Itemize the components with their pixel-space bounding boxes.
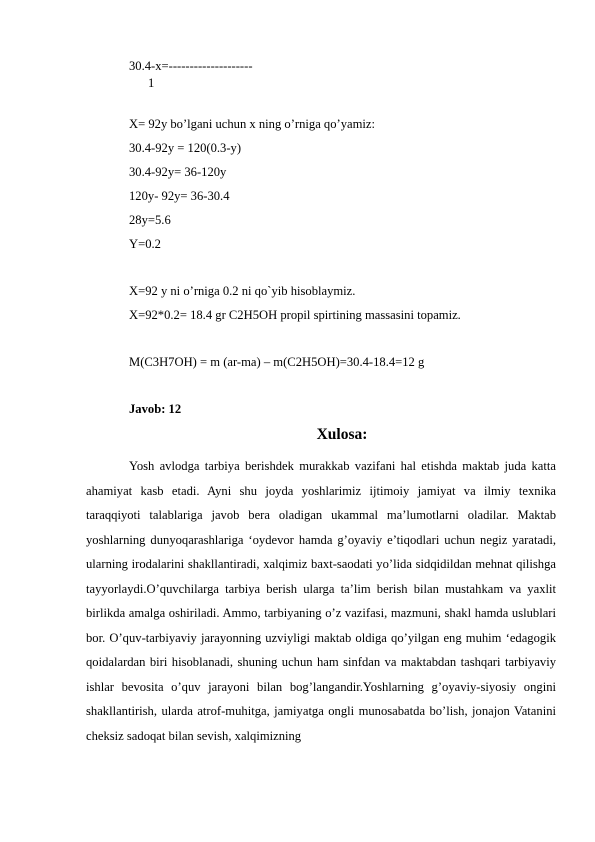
calc-line: M(C3H7OH) = m (ar-ma) – m(C2H5OH)=30.4-18.4=12 g [129, 355, 425, 369]
calc-line: X=92*0.2= 18.4 gr C2H5OH propil spirtining massasini topamiz. [129, 308, 461, 322]
calc-line: 30.4-92y= 36-120y [129, 165, 227, 179]
calc-line: 30.4-92y = 120(0.3-y) [129, 141, 242, 155]
conclusion-heading: Xulosa: [316, 426, 368, 443]
calc-line: X=92 y ni o’rniga 0.2 ni qo`yib hisoblaymiz. [129, 284, 356, 298]
fraction-denominator: 1 [148, 76, 155, 90]
calc-line: 120y- 92y= 36-30.4 [129, 189, 230, 203]
calc-line: 28y=5.6 [129, 213, 171, 227]
fraction-numerator: 30.4-x=-------------------- [129, 59, 253, 73]
answer-line: Javob: 12 [129, 402, 182, 416]
calc-line: X= 92y bo’lgani uchun x ning o’rniga qo’yamiz: [129, 117, 375, 131]
conclusion-paragraph: Yosh avlodga tarbiya berishdek murakkab vazifani hal etishda maktab juda katta ahamiyat kasb etadi. Ayni shu joyda yoshlarimiz ijtimoiy jamiyat va ilmiy texnika taraqqiyoti talablariga javob bera oladigan ukammal ma’lumotlarni oladilar. Maktab yoshlarning dunyoqarashlariga ‘oydevor hamda g’oyaviy e’tiqodlari uchun negiz yaratadi, ularning irodalarini shakllantiradi, xalqimiz baxt-saodati yo’lida sidqidildan mehnat qilishga tayyorlaydi.O’quvchilarga tarbiya berish ularga ta’lim berish bilan mustahkam va yaxlit birlikda amalga oshiriladi. Ammo, tarbiyaning o’z vazifasi, mazmuni, shakl hamda uslublari bor. O’quv-tarbiyaviy jarayonning uzviyligi maktab oldiga qo’yilgan eng muhim ‘edagogik qoidalardan biri hisoblanadi, shuning uchun ham sinfdan va maktabdan tashqari tarbiyaviy ishlar bevosita o’quv jarayoni bilan bog’langandir.Yoshlarning g’oyaviy-siyosiy ongini shakllantirish, ularda atrof-muhitga, jamiyatga ongli munosabatda bo’lish, jonajon Vatanini cheksiz sadoqat bilan sevish, xalqimizning [86, 459, 556, 743]
calc-line: Y=0.2 [129, 237, 161, 251]
